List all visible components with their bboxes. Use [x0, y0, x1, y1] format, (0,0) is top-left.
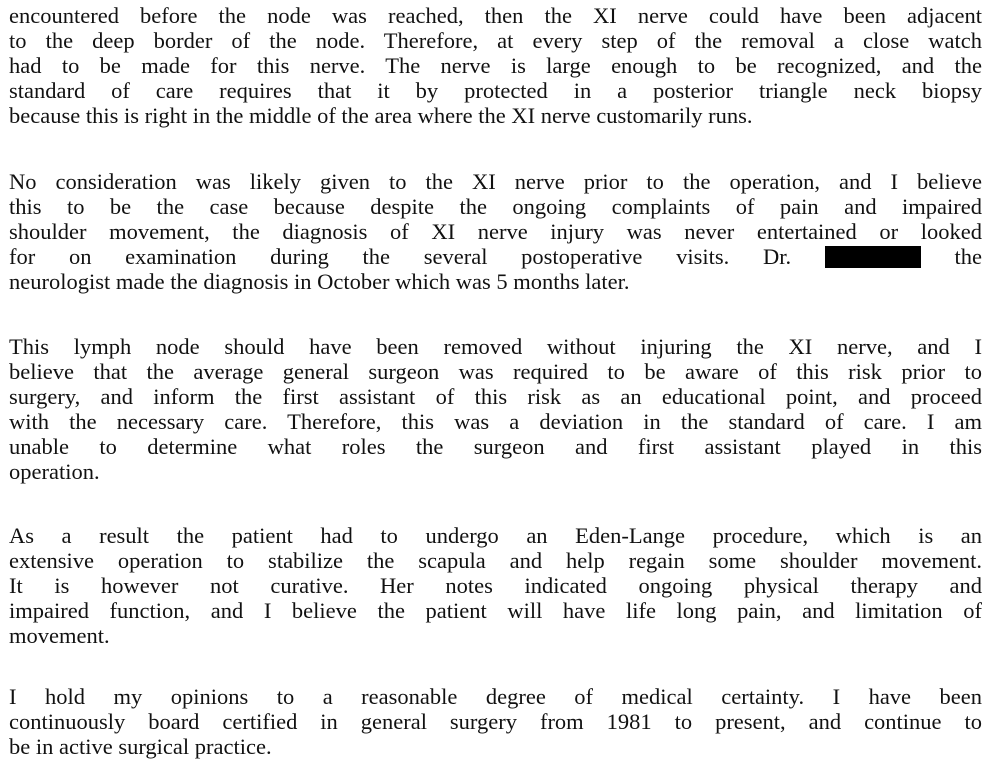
paragraph-nerve-watch — [9, 3, 982, 128]
text-line: surgery, and inform the first assistant of this risk as an educational point, and proceed — [9, 384, 982, 409]
text-line: had to be made for this nerve. The nerve is large enough to be recognized, and the — [9, 53, 982, 78]
text-segment: for on examination during the several postoperative visits. Dr. — [9, 244, 792, 269]
text-segment: the — [954, 244, 983, 269]
text-line: unable to determine what roles the surgeon and first assistant played in this — [9, 434, 982, 459]
text-line: As a result the patient had to undergo an Eden-Lange procedure, which is an — [9, 523, 982, 548]
text-line: to the deep border of the node. Therefore, at every step of the removal a close watch — [9, 28, 982, 53]
text-line: believe that the average general surgeon was required to be aware of this risk prior to — [9, 359, 982, 384]
text-line: this to be the case because despite the ongoing complaints of pain and impaired — [9, 194, 982, 219]
text-line: This lymph node should have been removed without injuring the XI nerve, and I — [9, 334, 982, 359]
paragraph-lymph-node — [9, 334, 982, 484]
text-line: operation. — [9, 459, 100, 484]
text-line: movement. — [9, 623, 110, 648]
text-line: encountered before the node was reached, then the XI nerve could have been adjacent — [9, 3, 982, 28]
paragraph-opinions — [9, 684, 982, 759]
paragraph-eden-lange — [9, 523, 982, 648]
text-line: It is however not curative. Her notes indicated ongoing physical therapy and — [9, 573, 982, 598]
text-line: standard of care requires that it by protected in a posterior triangle neck biopsy — [9, 78, 982, 103]
text-line: I hold my opinions to a reasonable degree of medical certainty. I have been — [9, 684, 982, 709]
text-line: impaired function, and I believe the patient will have life long pain, and limitation of — [9, 598, 982, 623]
redacted-name-block — [825, 246, 921, 268]
text-line: extensive operation to stabilize the scapula and help regain some shoulder movement. — [9, 548, 982, 573]
text-line: be in active surgical practice. — [9, 734, 272, 759]
text-line-with-redaction — [9, 244, 982, 269]
paragraph-no-consideration — [9, 169, 982, 294]
text-line: continuously board certified in general surgery from 1981 to present, and continue to — [9, 709, 982, 734]
text-line: neurologist made the diagnosis in October which was 5 months later. — [9, 269, 630, 294]
text-line: shoulder movement, the diagnosis of XI nerve injury was never entertained or looked — [9, 219, 982, 244]
text-line: because this is right in the middle of the area where the XI nerve customarily runs. — [9, 103, 753, 128]
text-line: No consideration was likely given to the XI nerve prior to the operation, and I believe — [9, 169, 982, 194]
text-line: with the necessary care. Therefore, this was a deviation in the standard of care. I am — [9, 409, 982, 434]
